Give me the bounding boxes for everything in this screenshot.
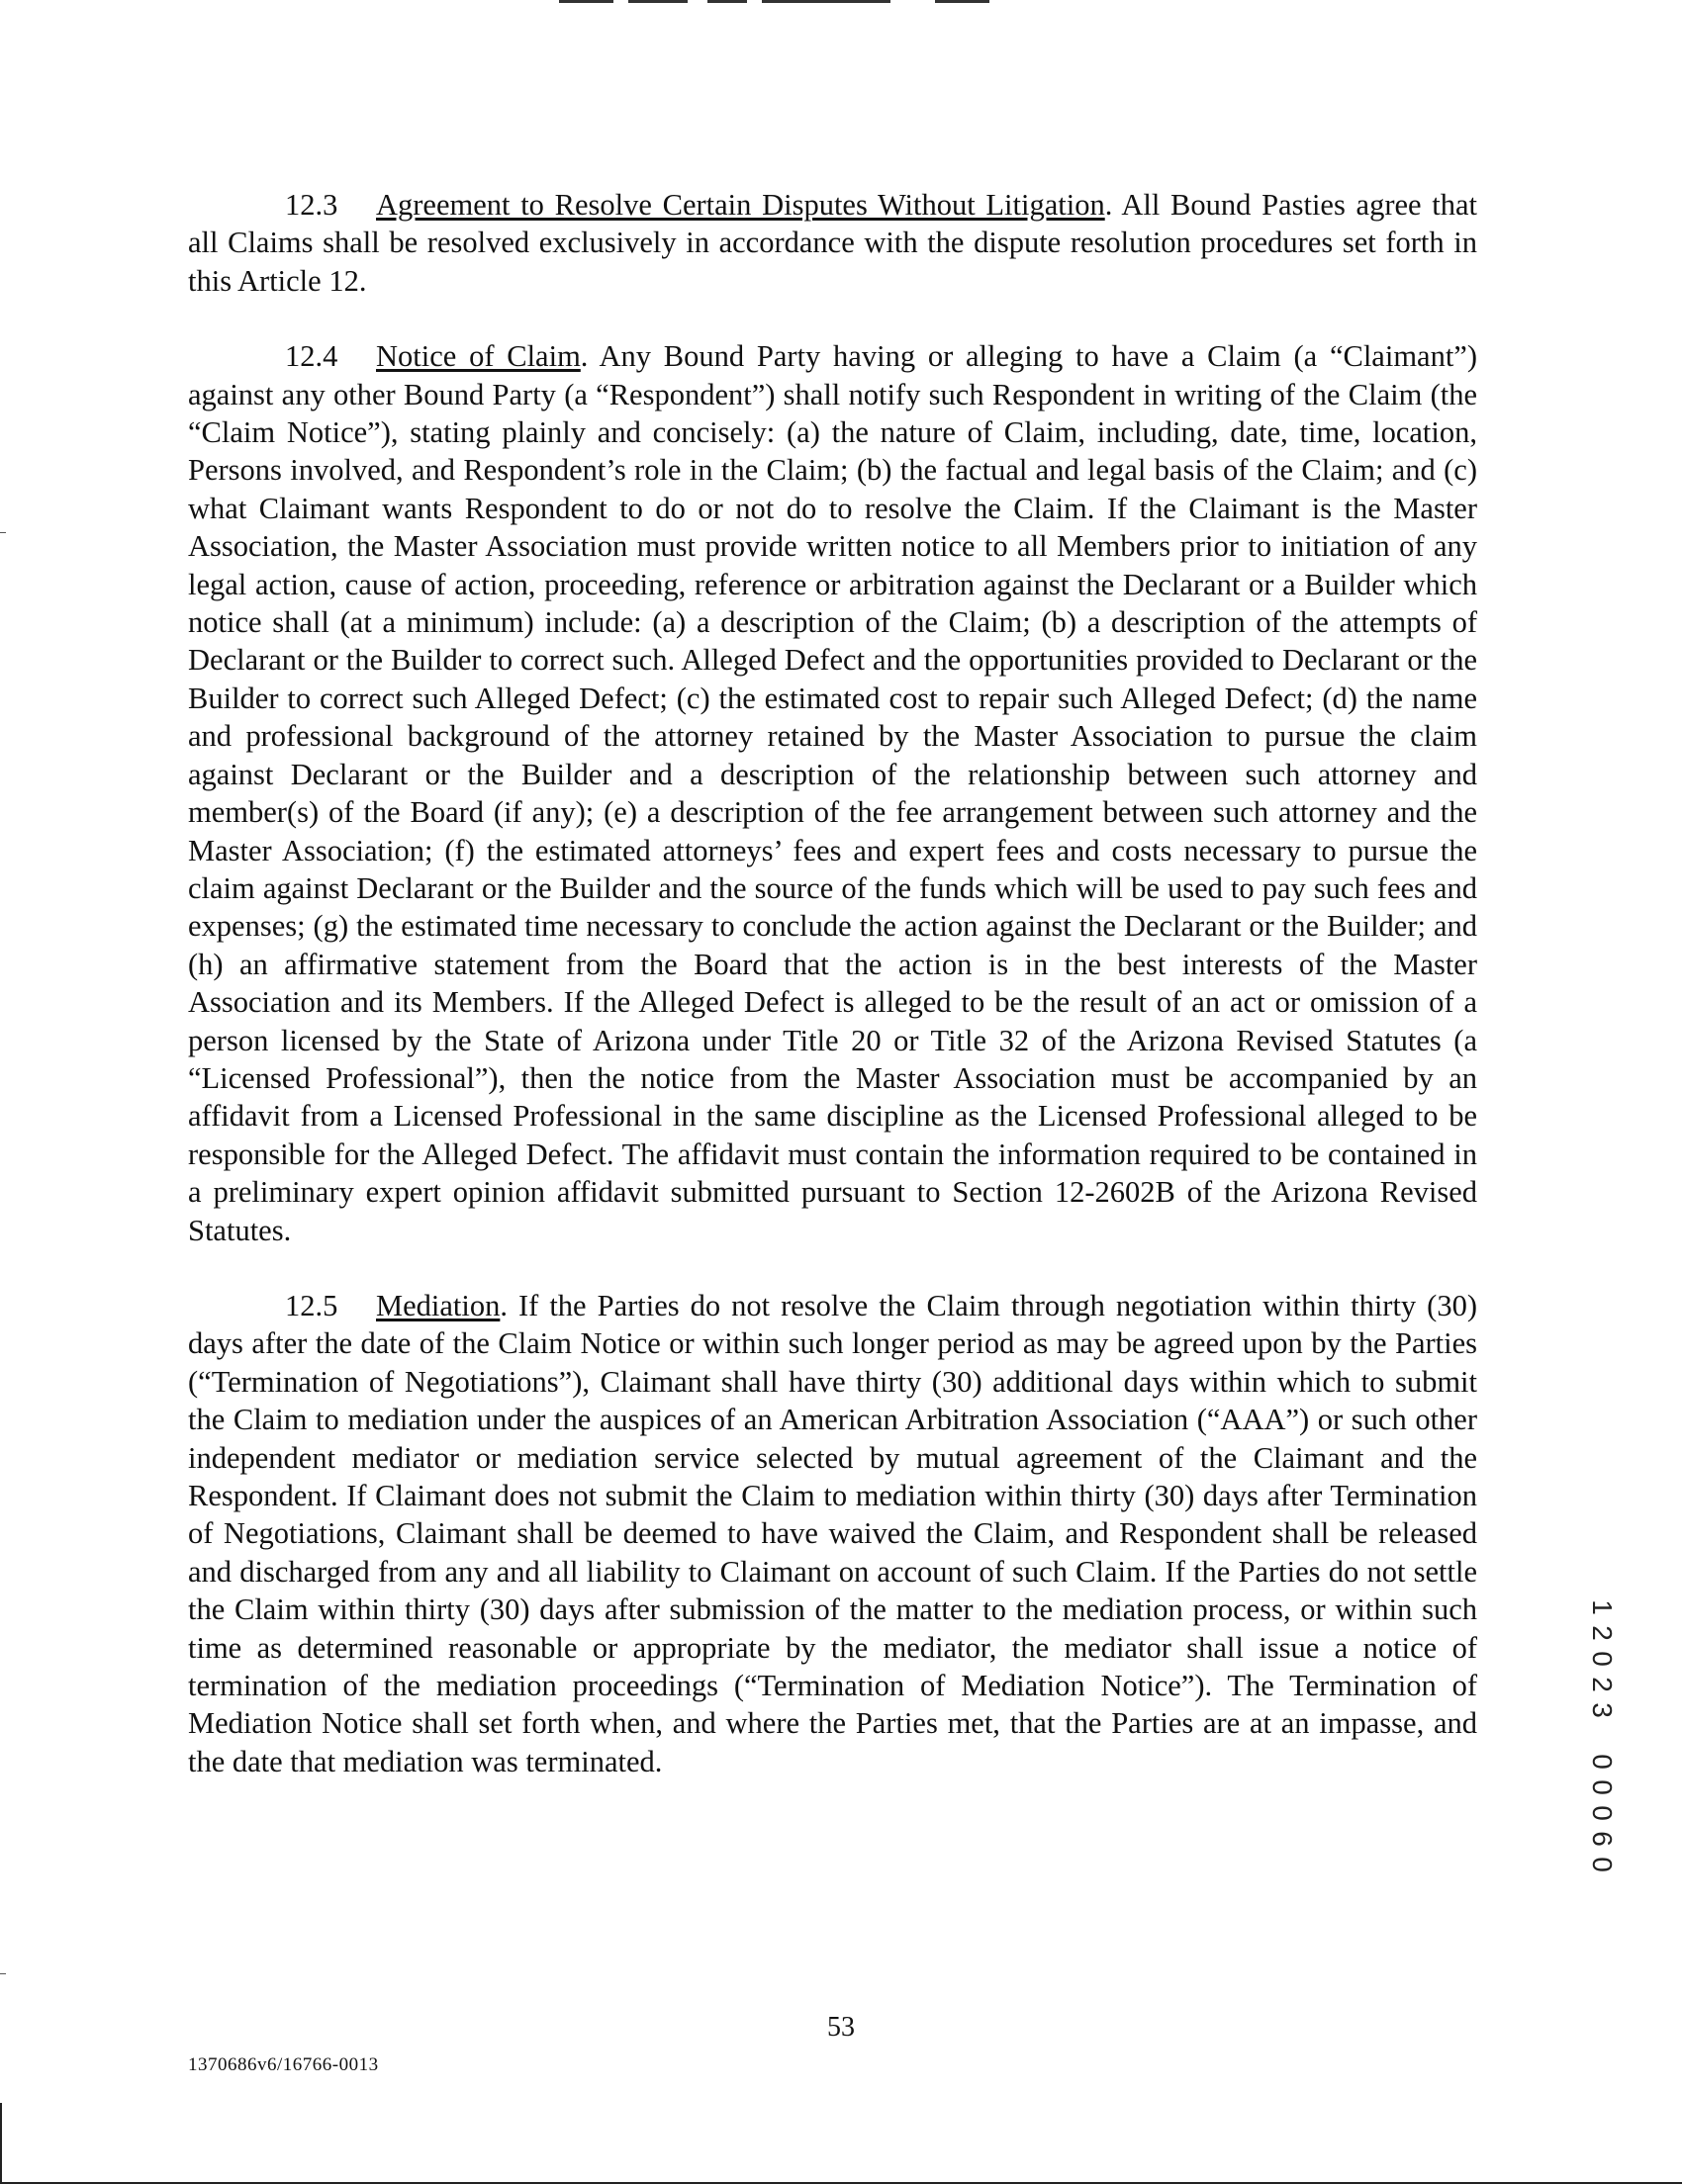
document-body	[188, 186, 1477, 1818]
recording-digit: 6	[1587, 1831, 1618, 1847]
section-12-3	[188, 186, 1477, 300]
recording-digit: 1	[1587, 1599, 1618, 1615]
section-heading: Mediation	[376, 1288, 501, 1322]
recording-digit: 0	[1587, 1805, 1618, 1821]
recording-number-stamp	[1588, 1594, 1618, 1877]
recording-digit: 2	[1587, 1625, 1618, 1641]
recording-digit: 2	[1587, 1677, 1618, 1692]
section-12-5	[188, 1287, 1477, 1780]
recording-digit: 0	[1587, 1779, 1618, 1795]
section-12-4	[188, 337, 1477, 1249]
left-margin-tick	[0, 1973, 6, 1974]
recording-digit: 0	[1587, 1857, 1618, 1872]
section-text: . All Bound Pasties agree that all Claims shall be resolved exclusively in accordance with the dispute resolution procedures set forth in this Article 12.	[188, 188, 1477, 298]
recording-digit: 0	[1587, 1754, 1618, 1770]
scan-frame-left	[0, 2103, 2, 2184]
section-heading: Notice of Claim	[376, 339, 581, 374]
section-number: 12.3	[285, 188, 338, 222]
section-text: . Any Bound Party having or alleging to have a Claim (a “Claimant”) against any other Bound Party (a “Respondent”) shall notify such Respondent in writing of the Claim (the “Claim Notice”), stating plainly and concisely: (a) the nature of Claim, including, date, time, location, Persons involved, and Respondent’s role in the Claim; (b) the factual and legal basis of the Claim; and (c) what Claimant wants Respondent to do or not do to resolve the Claim. If the Claimant is the Master Association, the Master Association must provide written notice to all Members prior to initiation of any legal action, cause of action, proceeding, reference or arbitration against the Declarant or a Builder which notice shall (at a minimum) include: (a) a description of the Claim; (b) a description of the attempts of Declarant or the Builder to correct such. Alleged Defect and the opportunities provided to Declarant or the Builder to correct such Alleged Defect; (c) the estimated cost to repair such Alleged Defect; (d) the name and professional background of the attorney retained by the Master Association to pursue the claim against Declarant or the Builder and a description of the relationship between such attorney and member(s) of the Board (if any); (e) a description of the fee arrangement between such attorney and the Master Association; (f) the estimated attorneys’ fees and expert fees and costs necessary to pursue the claim against Declarant or the Builder and the source of the funds which will be used to pay such fees and expenses; (g) the estimated time necessary to conclude the action against the Declarant or the Builder; and (h) an affirmative statement from the Board that the action is in the best interests of the Master Association and its Members. If the Alleged Defect is alleged to be the result of an act or omission of a person licensed by the State of Arizona under Title 20 or Title 32 of the Arizona Revised Statutes (a “Licensed Professional”), then the notice from the Master Association must be accompanied by an affidavit from a Licensed Professional in the same discipline as the Licensed Professional alleged to be responsible for the Alleged Defect. The affidavit must contain the information required to be contained in a preliminary expert opinion affidavit submitted pursuant to Section 12-2602B of the Arizona Revised Statutes.	[188, 339, 1477, 1247]
recording-digit: 0	[1587, 1651, 1618, 1667]
page-number: 53	[827, 2012, 855, 2043]
section-heading: Agreement to Resolve Certain Disputes Without Litigation	[376, 188, 1105, 222]
section-text: . If the Parties do not resolve the Claim through negotiation within thirty (30) days after the date of the Claim Notice or within such longer period as may be agreed upon by the Parties (“Termination of Negotiations”), Claimant shall have thirty (30) additional days within which to submit the Claim to mediation under the auspices of an American Arbitration Association (“AAA”) or such other independent mediator or mediation service selected by mutual agreement of the Claimant and the Respondent. If Claimant does not submit the Claim to mediation within thirty (30) days after Termination of Negotiations, Claimant shall be deemed to have waived the Claim, and Respondent shall be released and discharged from any and all liability to Claimant on account of such Claim. If the Parties do not settle the Claim within thirty (30) days after submission of the matter to the mediation process, or within such time as determined reasonable or appropriate by the mediator, the mediator shall issue a notice of termination of the mediation proceedings (“Termination of Mediation Notice”). The Termination of Mediation Notice shall set forth when, and where the Parties met, that the Parties are at an impasse, and the date that mediation was terminated.	[188, 1288, 1477, 1778]
section-number: 12.5	[285, 1288, 338, 1322]
top-scan-marks	[559, 0, 994, 4]
recording-digit: 3	[1587, 1702, 1618, 1718]
section-number: 12.4	[285, 339, 338, 374]
left-margin-tick	[0, 532, 6, 533]
document-id: 1370686v6/16766-0013	[188, 2054, 379, 2075]
